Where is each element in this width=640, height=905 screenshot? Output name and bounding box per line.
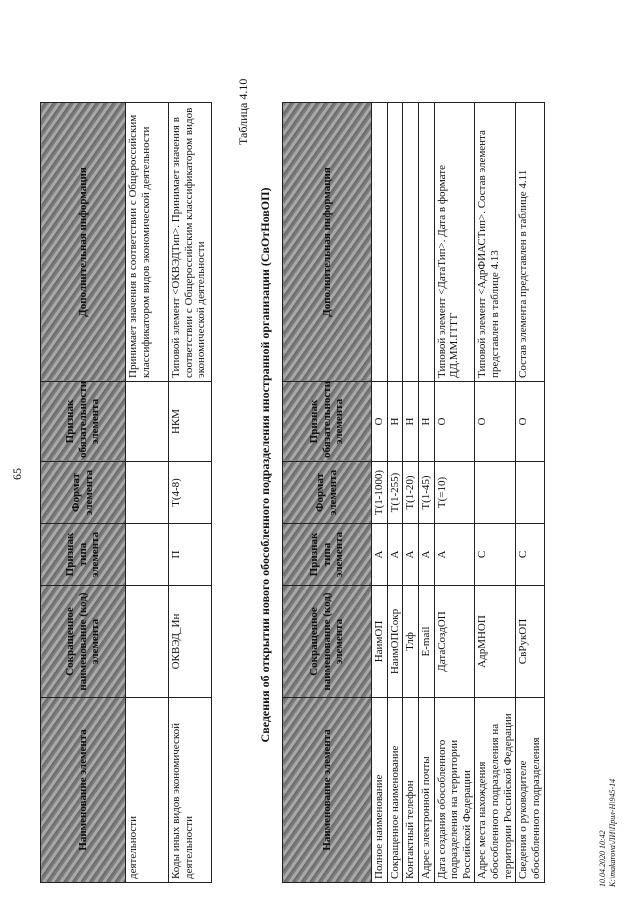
table-row [403, 103, 419, 883]
header-format: Формат элемента [41, 462, 126, 524]
cell-info [372, 103, 388, 382]
header-name: Наименование элемента [41, 698, 126, 883]
print-stamp [598, 779, 617, 887]
header-code: Сокращенное наименование (код) элемента [283, 586, 372, 698]
header-name: Наименование элемента [283, 698, 372, 883]
cell-format [475, 462, 516, 524]
cell-info [387, 103, 403, 382]
cell-required: О [475, 382, 516, 462]
cell-code [126, 586, 169, 698]
cell-code: НаимОПСокр [387, 586, 403, 698]
table-row [516, 103, 544, 883]
table-caption: Сведения об открытии нового обособленного подразделения иностранной организации (СвОтНовОП) [258, 187, 272, 743]
cell-type [126, 524, 169, 586]
cell-type: С [475, 524, 516, 586]
cell-format [126, 462, 169, 524]
table-4-9-continuation [40, 102, 212, 883]
cell-required: Н [387, 382, 403, 462]
cell-code: АдрМНОП [475, 586, 516, 698]
cell-type: С [516, 524, 544, 586]
cell-required: О [434, 382, 475, 462]
cell-required: Н [403, 382, 419, 462]
table-number: Таблица 4.10 [236, 78, 250, 145]
cell-required: О [372, 382, 388, 462]
cell-name: Адрес места нахождения обособленного подразделения на территории Российской Федерации [475, 698, 516, 883]
cell-format [516, 462, 544, 524]
cell-type: А [418, 524, 434, 586]
header-required: Признак обязательности элемента [283, 382, 372, 462]
cell-info: Типовой элемент <ОКВЭДТип>. Принимает значения в соответствии с Общероссийским классификатором видов экономической деятельности [169, 103, 212, 382]
cell-type: А [434, 524, 475, 586]
cell-type: А [403, 524, 419, 586]
cell-name: Контактный телефон [403, 698, 419, 883]
table-row [418, 103, 434, 883]
cell-required: О [516, 382, 544, 462]
header-type: Признак типа элемента [41, 524, 126, 586]
cell-format: T(1-1000) [372, 462, 388, 524]
cell-name: Полное наименование [372, 698, 388, 883]
header-format: Формат элемента [283, 462, 372, 524]
cell-name: Сокращенное наименование [387, 698, 403, 883]
cell-info [418, 103, 434, 382]
cell-format: T(4-8) [169, 462, 212, 524]
stamp-date: 10.04.2020 10:42 [598, 830, 607, 887]
cell-type: А [387, 524, 403, 586]
table-4-10 [282, 102, 545, 883]
cell-type: П [169, 524, 212, 586]
page-number: 65 [10, 468, 24, 480]
cell-name: деятельности [126, 698, 169, 883]
header-type: Признак типа элемента [283, 524, 372, 586]
cell-code: НаимОП [372, 586, 388, 698]
cell-code: Тлф [403, 586, 419, 698]
table-row [387, 103, 403, 883]
header-info: Дополнительная информация [283, 103, 372, 382]
table-header-row [41, 103, 126, 883]
cell-info: Состав элемента представлен в таблице 4.11 [516, 103, 544, 382]
cell-name: Адрес электронной почты [418, 698, 434, 883]
cell-name: Сведения о руководителе обособленного подразделения [516, 698, 544, 883]
cell-name: Дата создания обособленного подразделения на территории Российской Федерации [434, 698, 475, 883]
cell-format: T(=10) [434, 462, 475, 524]
header-info: Дополнительная информация [41, 103, 126, 382]
table-row [475, 103, 516, 883]
cell-info: Типовой элемент <АдрФИАСТип>. Состав элемента представлен в таблице 4.13 [475, 103, 516, 382]
table-row [372, 103, 388, 883]
cell-info: Принимает значения в соответствии с Общероссийским классификатором видов экономической деятельности [126, 103, 169, 382]
cell-info: Типовой элемент <ДатаТип>. Дата в формате ДД.ММ.ГГГГ [434, 103, 475, 382]
cell-required [126, 382, 169, 462]
cell-required: НКМ [169, 382, 212, 462]
cell-code: E-mail [418, 586, 434, 698]
cell-code: СвРукОП [516, 586, 544, 698]
cell-format: T(1-45) [418, 462, 434, 524]
cell-code: ОКВЭД_Ин [169, 586, 212, 698]
cell-type: А [372, 524, 388, 586]
cell-name: Коды иных видов экономической деятельности [169, 698, 212, 883]
table-row [169, 103, 212, 883]
table-row [434, 103, 475, 883]
cell-info [403, 103, 419, 382]
cell-code: ДатаСоздОП [434, 586, 475, 698]
table-header-row [283, 103, 372, 883]
stamp-path: К:\makarova\ЛИ\Прил-Н\945-14 [607, 778, 617, 887]
cell-format: T(1-20) [403, 462, 419, 524]
cell-required: Н [418, 382, 434, 462]
table-row [126, 103, 169, 883]
header-code: Сокращенное наименование (код) элемента [41, 586, 126, 698]
header-required: Признак обязательности элемента [41, 382, 126, 462]
cell-format: T(1-255) [387, 462, 403, 524]
